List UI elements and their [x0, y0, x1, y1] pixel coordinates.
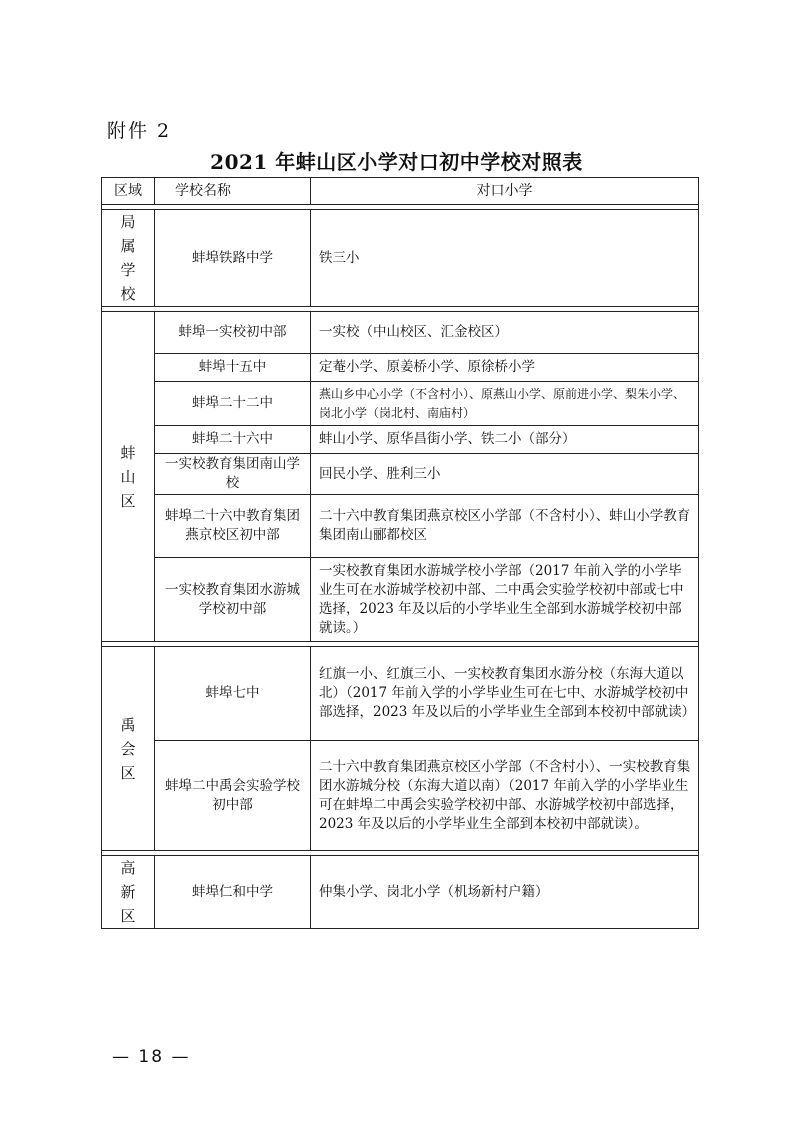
feeder-cell: 铁三小	[311, 210, 699, 307]
table-row	[102, 426, 699, 454]
feeder-cell: 一实校教育集团水游城学校小学部（2017 年前入学的小学毕业生可在水游城学校初中部、二中禹会实验学校初中部或七中选择，2023 年及以后的小学毕业生全部到水游城学校初中部就读。）	[311, 558, 699, 642]
school-cell: 蚌埠七中	[155, 647, 311, 741]
table-row	[102, 495, 699, 558]
region-cell: 局属学校	[102, 210, 155, 307]
school-cell: 蚌埠二十六中教育集团燕京校区初中部	[155, 495, 311, 558]
school-cell: 蚌埠二中禹会实验学校初中部	[155, 741, 311, 851]
school-cell: 蚌埠二十二中	[155, 382, 311, 426]
region-cell: 蚌山区	[102, 312, 155, 642]
region-cell: 高新区	[102, 856, 155, 929]
header-feeder: 对口小学	[311, 178, 699, 205]
table-row	[102, 354, 699, 382]
feeder-cell: 回民小学、胜利三小	[311, 454, 699, 495]
school-cell: 蚌埠十五中	[155, 354, 311, 382]
table-row	[102, 312, 699, 354]
school-cell: 蚌埠一实校初中部	[155, 312, 311, 354]
attachment-label: 附件 2	[107, 120, 172, 142]
table-row	[102, 558, 699, 642]
feeder-cell: 二十六中教育集团燕京校区小学部（不含村小）、一实校教育集团水游城分校（东海大道以南）（2017 年前入学的小学毕业生可在蚌埠二中禹会实验学校初中部、水游城学校初中部选择，2023 年及以后的小学毕业生全部到本校初中部就读）。	[311, 741, 699, 851]
table-row	[102, 741, 699, 851]
school-cell: 一实校教育集团南山学校	[155, 454, 311, 495]
feeder-cell: 燕山乡中心小学（不含村小）、原燕山小学、原前进小学、梨朱小学、岗北小学（岗北村、南庙村）	[311, 382, 699, 426]
feeder-cell: 红旗一小、红旗三小、一实校教育集团水游分校（东海大道以北）（2017 年前入学的小学毕业生可在七中、水游城学校初中部选择，2023 年及以后的小学毕业生全部到本校初中部就读）	[311, 647, 699, 741]
table-row	[102, 382, 699, 426]
feeder-cell: 二十六中教育集团燕京校区小学部（不含村小）、蚌山小学教育集团南山郦都校区	[311, 495, 699, 558]
school-cell: 蚌埠铁路中学	[155, 210, 311, 307]
header-school: 学校名称	[155, 178, 311, 205]
page-number: — 18 —	[112, 1047, 191, 1067]
table-row	[102, 856, 699, 929]
school-cell: 一实校教育集团水游城学校初中部	[155, 558, 311, 642]
region-cell: 禹会区	[102, 647, 155, 851]
table-header-row	[102, 178, 699, 205]
table-row	[102, 647, 699, 741]
feeder-cell: 一实校（中山校区、汇金校区）	[311, 312, 699, 354]
school-cell: 蚌埠二十六中	[155, 426, 311, 454]
feeder-cell: 仲集小学、岗北小学（机场新村户籍）	[311, 856, 699, 929]
header-region: 区域	[102, 178, 155, 205]
feeder-cell: 蚌山小学、原华昌街小学、铁二小（部分）	[311, 426, 699, 454]
table-row	[102, 210, 699, 307]
feeder-cell: 定菴小学、原姜桥小学、原徐桥小学	[311, 354, 699, 382]
school-cell: 蚌埠仁和中学	[155, 856, 311, 929]
school-mapping-table	[101, 177, 699, 929]
document-title: 2021 年蚌山区小学对口初中学校对照表	[210, 150, 583, 174]
table-row	[102, 454, 699, 495]
